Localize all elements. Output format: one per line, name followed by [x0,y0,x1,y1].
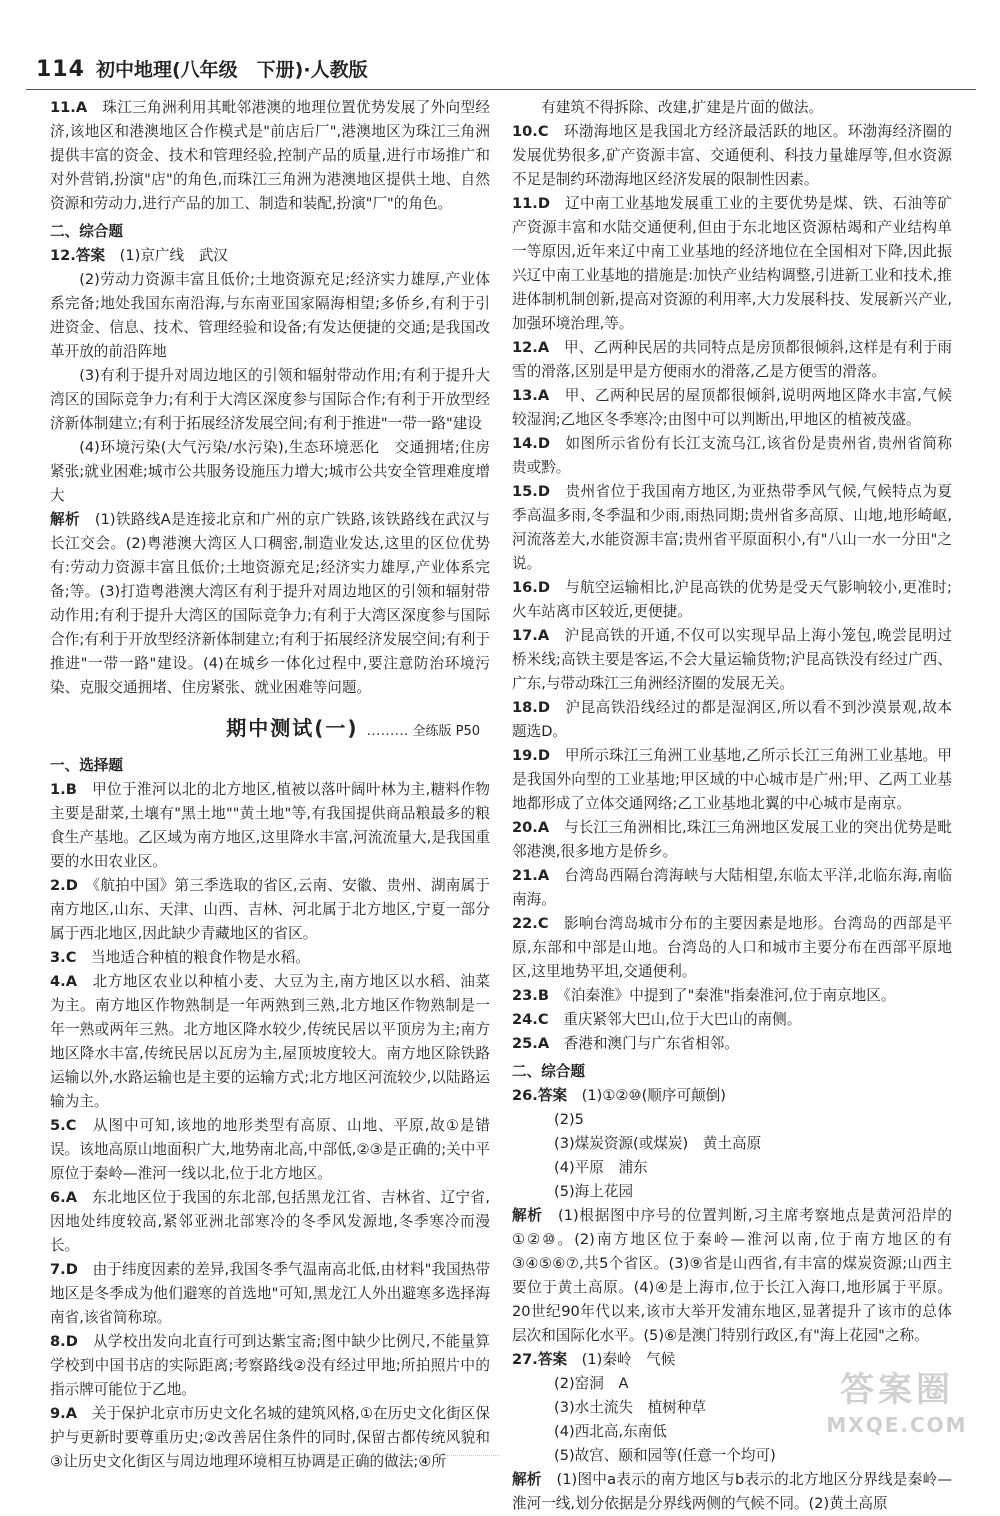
explanation: 解析 (1)根据图中序号的位置判断,习主席考察地点是黄河沿岸的①②⑩。(2)南方地区位于秦岭—淮河以南,位于南方地区的有③④⑤⑥⑦,共5个省区。(3)⑨省是山西省,有丰富的煤炭资源;山西主要位于黄土高原。(4)④是上海市,位于长江入海口,地形属于平原。20世纪90年代以来,该市大举开发浦东地区,显著提升了该市的总体层次和国际化水平。(5)⑥是澳门特别行政区,有"海上花园"之称。 [512,1207,952,1344]
answer-part: (2)窑洞 A [554,1375,629,1392]
answer-item: 20.A 与长江三角洲相比,珠江三角洲地区发展工业的突出优势是毗邻港澳,很多地方是侨乡。 [512,819,952,860]
footer-rule [200,1455,500,1457]
answer-item: 16.D 与航空运输相比,沪昆高铁的优势是受天气影响较小,更准时;火车站离市区较近,更便捷。 [512,579,952,620]
page-number: 114 [36,57,85,82]
answer-part: (3)有利于提升对周边地区的引领和辐射带动作用;有利于提升大湾区的国际竞争力;有利于大湾区深度参与国际合作;有利于开放型经济新体制建立;有利于拓展经济发展空间;有利于推进"一带一路"建设 [50,367,490,432]
watermark-logo: 答案圈 MXQE.COM [826,1370,968,1437]
answer-item: 2.D 《航拍中国》第三季选取的省区,云南、安徽、贵州、湖南属于南方地区,山东、天津、山西、吉林、河北属于北方地区,宁夏一部分属于西北地区,因此缺少青藏地区的省区。 [50,877,490,942]
answer-item: 7.D 由于纬度因素的差异,我国冬季气温南高北低,由材料"我国热带地区是冬季成为他们避寒的首选地"可知,黑龙江人外出避寒多选择海南省,该省简称琼。 [50,1261,490,1326]
answer-item: 15.D 贵州省位于我国南方地区,为亚热带季风气候,气候特点为夏季高温多雨,冬季温和少雨,雨热同期;贵州省多高原、山地,地形崎岖,河流落差大,水能资源丰富;贵州省平原面积小,有"八山一水一分田"之说。 [512,483,952,572]
answer-item: 1.B 甲位于淮河以北的北方地区,植被以落叶阔叶林为主,糖料作物主要是甜菜,土壤有"黑土地""黄土地"等,有我国提供商品粮最多的粮食生产基地。乙区域为南方地区,这里降水丰富,河流流量大,是我国重要的水田农业区。 [50,781,490,870]
answer-item: 12.答案 (1)京广线 武汉 [50,247,228,264]
answer-item: 19.D 甲所示珠江三角洲工业基地,乙所示长江三角洲工业基地。甲是我国外向型的工业基地;甲区域的中心城市是广州;甲、乙两工业基地都形成了立体交通网络;乙工业基地北翼的中心城市是南京。 [512,747,952,812]
answer-part: (4)西北高,东南低 [554,1423,667,1440]
midterm-title: 期中测试(一) ……… 全练版 P50 [226,716,480,740]
answer-item: 25.A 香港和澳门与广东省相邻。 [512,1035,739,1052]
answer-item: 8.D 从学校出发向北直行可到达紫宝斋;图中缺少比例尺,不能量算学校到中国书店的实际距离;考察路线②没有经过甲地;所拍照片中的指示牌可能位于乙地。 [50,1333,490,1398]
answer-item: 10.C 环渤海地区是我国北方经济最活跃的地区。环渤海经济圈的发展优势很多,矿产资源丰富、交通便利、科技力量雄厚等,但水资源不足是制约环渤海地区经济发展的限制性因素。 [512,123,952,188]
answer-item: 11.A 珠江三角洲利用其毗邻港澳的地理位置优势发展了外向型经济,该地区和港澳地区合作模式是"前店后厂",港澳地区为珠江三角洲提供丰富的资金、技术和管理经验,控制产品的质量,进行市场推广和对外营销,扮演"店"的角色,而珠江三角洲为港澳地区提供土地、自然资源和劳动力,进行产品的加工、制造和装配,扮演"厂"的角色。 [50,99,490,212]
answer-part: (3)水土流失 植树种草 [554,1399,707,1416]
section-heading: 二、综合题 [512,1063,585,1080]
answer-item: 12.A 甲、乙两种民居的共同特点是房顶都很倾斜,这样是有利于雨雪的滑落,区别是甲是方便雨水的滑落,乙是方便雪的滑落。 [512,339,952,380]
answer-item: 18.D 沪昆高铁沿线经过的都是湿润区,所以看不到沙漠景观,故本题选D。 [512,699,952,740]
answer-item: 24.C 重庆紧邻大巴山,位于大巴山的南侧。 [512,1011,802,1028]
answer-item: 14.D 如图所示省份有长江支流乌江,该省份是贵州省,贵州省简称贵或黔。 [512,435,952,476]
answer-part: (4)平原 浦东 [554,1159,648,1176]
answer-part: (3)煤炭资源(或煤炭) 黄土高原 [554,1135,762,1152]
answer-continuation: 有建筑不得拆除、改建,扩建是片面的做法。 [541,99,824,116]
answer-part: (5)海上花园 [554,1183,634,1200]
answer-item: 13.A 甲、乙两种民居的屋顶都很倾斜,说明两地区降水丰富,气候较湿润;乙地区冬季寒冷;由图中可以判断出,甲地区的植被茂盛。 [512,387,952,428]
answer-part: (5)故宫、颐和园等(任意一个均可) [554,1447,776,1464]
answer-item: 3.C 当地适合种植的粮食作物是水稻。 [50,949,310,966]
answer-item: 5.C 从图中可知,该地的地形类型有高原、山地、平原,故①是错误。该地高原山地面积广大,地势南北高,中部低,②③是正确的;关中平原位于秦岭—淮河一线以北,位于北方地区。 [50,1117,490,1182]
answer-item: 22.C 影响台湾岛城市分布的主要因素是地形。台湾岛的西部是平原,东部和中部是山地。台湾岛的人口和城市主要分布在西部平原地区,这里地势平坦,交通便利。 [512,915,952,980]
right-column [512,96,952,1516]
page-header [26,55,976,90]
answer-item: 6.A 东北地区位于我国的东北部,包括黑龙江省、吉林省、辽宁省,因地处纬度较高,紧邻亚洲北部寒冷的冬季风发源地,冬季寒冷而漫长。 [50,1189,490,1254]
book-title: 初中地理(八年级 下册)·人教版 [96,59,368,81]
answer-part: (4)环境污染(大气污染/水污染),生态环境恶化 交通拥堵;住房紧张;就业困难;城市公共服务设施压力增大;城市公共安全管理难度增大 [50,439,490,504]
answer-item: 26.答案 (1)①②⑩(顺序可颠倒) [512,1087,726,1104]
answer-part: (2)劳动力资源丰富且低价;土地资源充足;经济实力雄厚,产业体系完备;地处我国东南沿海,与东南亚国家隔海相望;多侨乡,有利于引进资金、信息、技术、管理经验和设备;有发达便捷的交通;是我国改革开放的前沿阵地 [50,271,490,360]
explanation: 解析 (1)铁路线A是连接北京和广州的京广铁路,该铁路线在武汉与长江交会。(2)粤港澳大湾区人口稠密,制造业发达,这里的区位优势有:劳动力资源丰富且低价;土地资源充足;经济实力雄厚,产业体系完备;等。(3)打造粤港澳大湾区有利于提升对周边地区的引领和辐射带动作用;有利于提升大湾区的国际竞争力;有利于大湾区深度参与国际合作;有利于开放型经济新体制建立;有利于拓展经济发展空间;有利于推进"一带一路"建设。(4)在城乡一体化过程中,要注意防治环境污染、克服交通拥堵、住房紧张、就业困难等问题。 [50,511,490,696]
answer-item: 17.A 沪昆高铁的开通,不仅可以实现早品上海小笼包,晚尝昆明过桥米线;高铁主要是客运,不会大量运输货物;沪昆高铁没有经过广西、广东,与带动珠江三角洲经济圈的发展无关。 [512,627,952,692]
left-column [50,96,490,1474]
answer-item: 4.A 北方地区农业以种植小麦、大豆为主,南方地区以水稻、油菜为主。南方地区作物熟制是一年两熟到三熟,北方地区作物熟制是一年一熟或两年三熟。北方地区降水较少,传统民居以平顶房为主;南方地区降水丰富,传统民居以瓦房为主,屋顶坡度较大。南方地区除铁路运输以外,水路运输也是主要的运输方式;北方地区河流较少,以陆路运输为主。 [50,973,490,1110]
answer-part: (2)5 [554,1111,584,1128]
section-heading: 二、综合题 [50,223,123,240]
answer-item: 23.B 《泊秦淮》中提到了"秦淮"指秦淮河,位于南京地区。 [512,987,896,1004]
explanation: 解析 (1)图中a表示的南方地区与b表示的北方地区分界线是秦岭—淮河一线,划分依据是分界线两侧的气候不同。(2)黄土高原 [512,1471,952,1512]
answer-item: 27.答案 (1)秦岭 气候 [512,1351,676,1368]
answer-item: 9.A 关于保护北京市历史文化名城的建筑风格,①在历史文化街区保护与更新时要尊重历史;②改善居住条件的同时,保留古都传统风貌和③让历史文化街区与周边地理环境相互协调是正确的做法;④所 [50,1405,490,1470]
answer-item: 21.A 台湾岛西隔台湾海峡与大陆相望,东临太平洋,北临东海,南临南海。 [512,867,952,908]
answer-item: 11.D 辽中南工业基地发展重工业的主要优势是煤、铁、石油等矿产资源丰富和水陆交通便利,但由于东北地区资源枯竭和产业结构单一等原因,近年来辽中南工业基地的经济地位在全国相对下降,因此振兴辽中南工业基地的措施是:加快产业结构调整,引进新工业和技术,推进体制机制创新,提高对资源的利用率,大力发展科技、发展新兴产业,加强环境治理,等。 [512,195,952,332]
section-heading: 一、选择题 [50,757,123,774]
